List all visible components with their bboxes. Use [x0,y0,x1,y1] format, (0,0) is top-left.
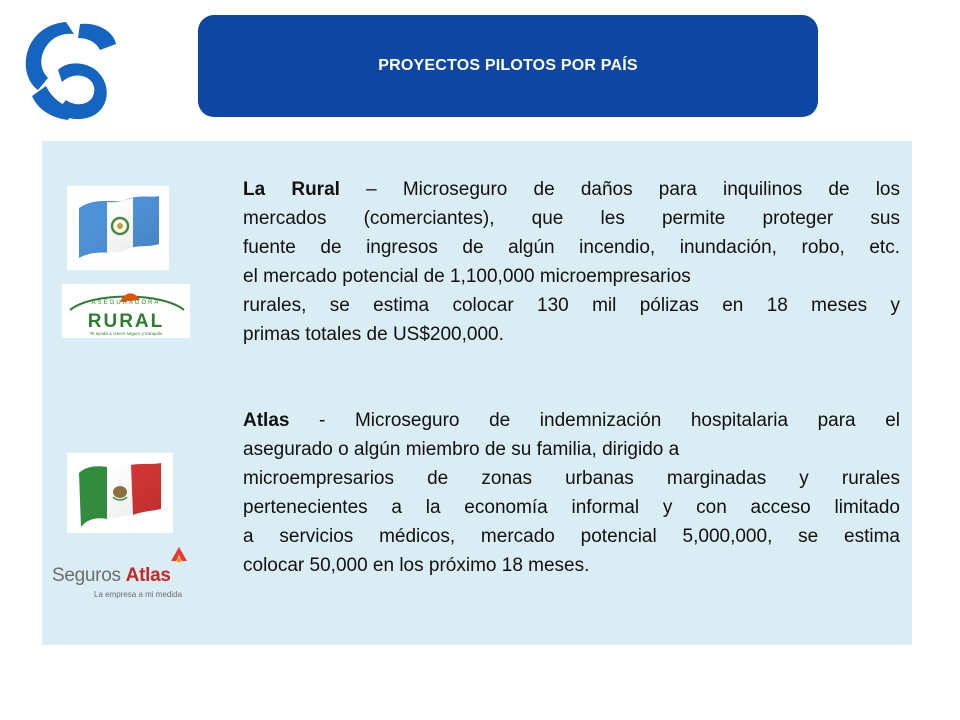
aseguradora-rural-logo [62,284,190,338]
project-1-line-1 [243,175,900,204]
project-2-name: Atlas [243,410,290,431]
brand-s-logo-icon [18,16,130,124]
title-banner [198,15,818,117]
project-2-line-5: a servicios médicos, mercado potencial 5,000,000, se estima [243,526,900,547]
rural-logo-main-text: RURAL [87,311,165,332]
mexico-flag-icon [67,453,173,533]
project-1-line-2: mercados (comerciantes), que les permite proteger sus [243,208,900,229]
project-2-line-3: microempresarios de zonas urbanas marginadas y rurales [243,468,900,489]
guatemala-flag-icon [67,186,169,270]
atlas-logo-mark-icon [169,545,189,565]
seguros-atlas-logo [50,545,192,603]
atlas-logo-word1: Seguros [52,565,121,586]
project-1-line-6: primas totales de US$200,000. [243,324,504,345]
project-1-line-3: fuente de ingresos de algún incendio, inundación, robo, etc. [243,237,900,258]
project-1-line-5: rurales, se estima colocar 130 mil pólizas en 18 meses y [243,295,900,316]
project-2-line-4: pertenecientes a la economía informal y con acceso limitado [243,497,900,518]
project-2-line-2: asegurado o algún miembro de su familia, dirigido a [243,439,680,460]
rural-logo-top-text: ASEGURADORA [91,300,161,306]
project-1-name: La Rural [243,179,340,200]
atlas-logo-tagline: La empresa a mi medida [94,590,183,599]
project-la-rural-text [243,175,900,349]
project-2-line-1 [243,406,900,435]
project-atlas-text [243,406,900,580]
atlas-logo-name [52,565,171,587]
project-2-line-6: colocar 50,000 en los próximo 18 meses. [243,555,590,576]
rural-logo-tagline: Te ayuda a crecer seguro y tranquilo [89,331,163,336]
page-title: PROYECTOS PILOTOS POR PAÍS [378,57,638,74]
project-1-line-4: el mercado potencial de 1,100,000 microempresarios [243,266,691,287]
atlas-logo-word2: Atlas [125,565,171,586]
project-2-line-1-text: - Microseguro de indemnización hospitalaria para el [289,410,900,431]
project-1-line-1-text: – Microseguro de daños para inquilinos de los [339,179,900,200]
